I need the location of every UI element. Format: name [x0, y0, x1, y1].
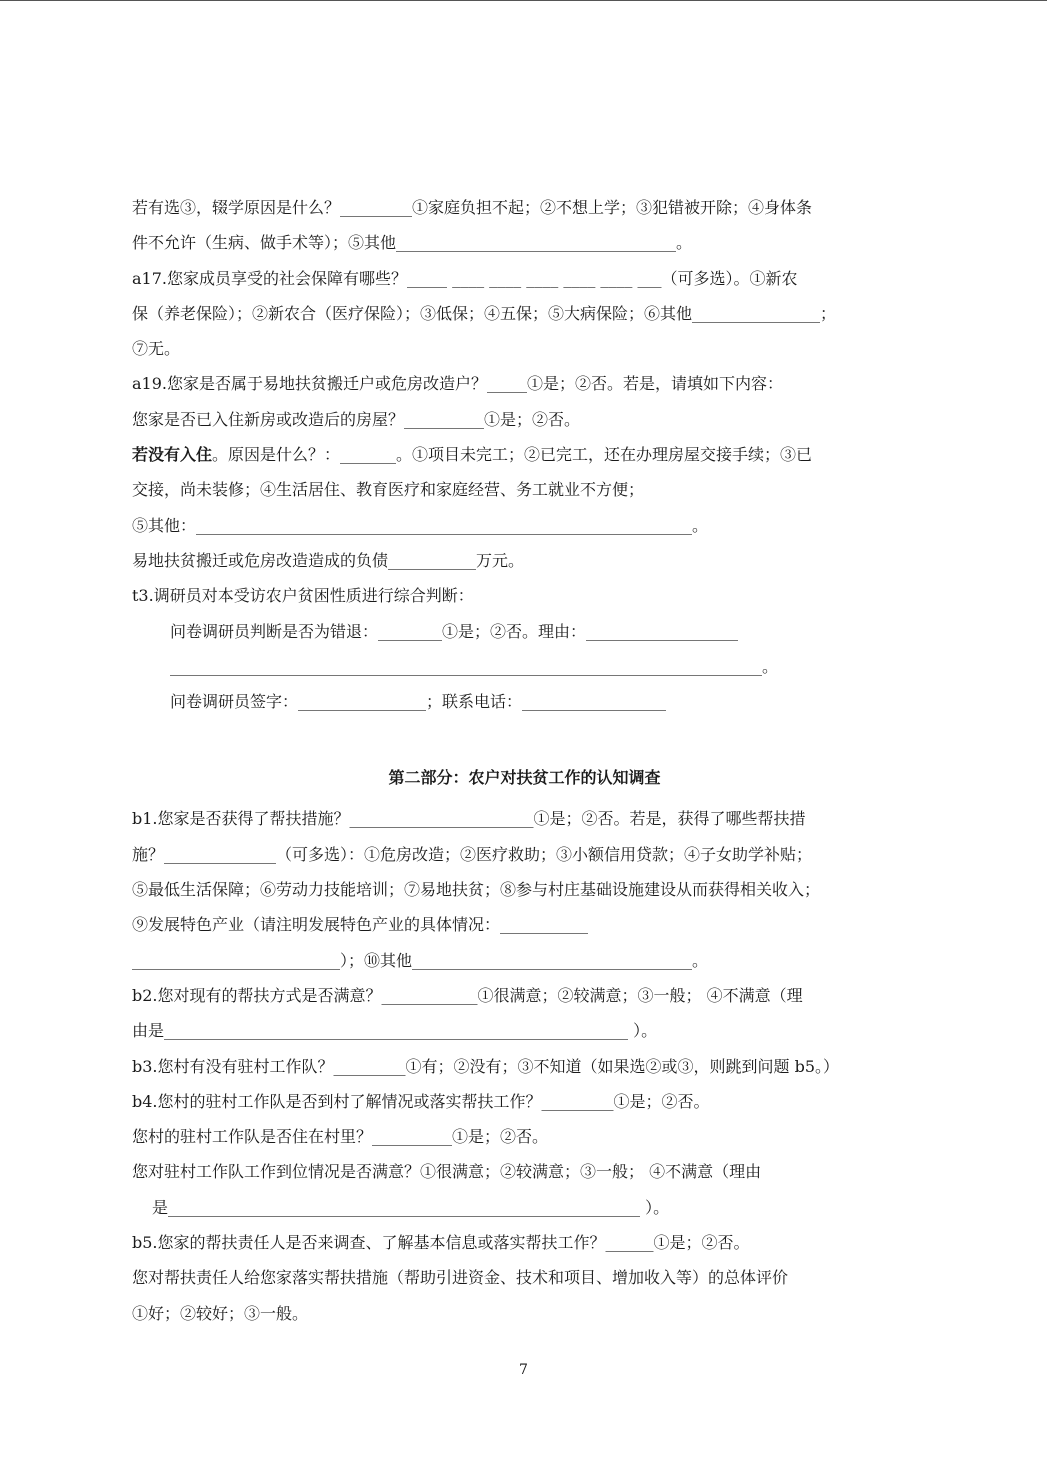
question-b2: b2.您对现有的帮扶方式是否满意？____________①很满意；②较满意；③一般； ④不满意（理 — [132, 985, 803, 1005]
text-line: 问卷调研员判断是否为错退：________①是；②否。理由：___________________ — [170, 621, 739, 641]
text-line: ①好；②较好；③一般。 — [132, 1303, 309, 1323]
text-line: 易地扶贫搬迁或危房改造造成的负债___________万元。 — [132, 550, 525, 570]
question-b3: b3.您村有没有驻村工作队？_________①有；②没有；③不知道（如果选②或③，则跳到问题 b5。） — [132, 1056, 840, 1076]
text-line: 施？______________（可多选）：①危房改造；②医疗救助；③小额信用贷款；④子女助学补贴； — [132, 844, 813, 864]
question-b4: b4.您村的驻村工作队是否到村了解情况或落实帮扶工作？_________①是；②否。 — [132, 1091, 710, 1111]
page-number: 7 — [519, 1362, 528, 1378]
text-line: 是___________________________________________________________ ）。 — [152, 1197, 670, 1217]
document-body — [132, 190, 917, 1331]
text-line: __________________________________________________________________________。 — [170, 656, 778, 676]
text-span: 。原因是什么？：_______。①项目未完工；②已完工，还在办理房屋交接手续；③已 — [212, 445, 813, 465]
text-line: ⑨发展特色产业（请注明发展特色产业的具体情况：___________ — [132, 915, 589, 935]
text-line: 您村的驻村工作队是否住在村里？__________①是；②否。 — [132, 1127, 549, 1147]
text-line: 交接，尚未装修；④生活居住、教育医疗和家庭经营、务工就业不方便； — [132, 480, 645, 500]
text-line: __________________________）；⑩其他___________________________________。 — [132, 950, 709, 970]
text-line: 保（养老保险）；②新农合（医疗保险）；③低保；④五保；⑤大病保险；⑥其他________________； — [132, 303, 837, 323]
top-border-line — [0, 0, 1047, 1]
text-line: ⑤其他：______________________________________________________________。 — [132, 515, 709, 535]
text-line: ⑤最低生活保障；⑥劳动力技能培训；⑦易地扶贫；⑧参与村庄基础设施建设从而获得相关收入； — [132, 880, 821, 900]
question-b1: b1.您家是否获得了帮扶措施？_______________________①是；②否。若是，获得了哪些帮扶措 — [132, 809, 806, 829]
text-line: ⑦无。 — [132, 339, 181, 359]
signature-line: 问卷调研员签字：________________；联系电话：__________________ — [170, 692, 667, 712]
section-title: 第二部分：农户对扶贫工作的认知调查 — [388, 768, 661, 788]
text-line: 您家是否已入住新房或改造后的房屋？__________①是；②否。 — [132, 409, 581, 429]
part2-section — [132, 760, 917, 1330]
question-a17: a17.您家成员享受的社会保障有哪些？_____ ____ ____ ____ ____ ____ ___（可多选）。①新农 — [132, 268, 798, 288]
text-line: 您对帮扶责任人给您家落实帮扶措施（帮助引进资金、技术和项目、增加收入等）的总体评价 — [132, 1268, 789, 1288]
section-gap — [132, 719, 917, 760]
question-b5: b5.您家的帮扶责任人是否来调查、了解基本信息或落实帮扶工作？______①是；②否。 — [132, 1233, 750, 1253]
text-line: 由是__________________________________________________________ ）。 — [132, 1021, 658, 1041]
bold-phrase: 若没有入住 — [132, 445, 213, 465]
question-a19: a19.您家是否属于易地扶贫搬迁户或危房改造户？_____①是；②否。若是，请填如下内容： — [132, 374, 783, 394]
text-line: 若有选③，辍学原因是什么？_________①家庭负担不起；②不想上学；③犯错被开除；④身体条 — [132, 198, 813, 217]
text-line — [132, 437, 917, 472]
text-line: 您对驻村工作队工作到位情况是否满意？①很满意；②较满意；③一般； ④不满意（理由 — [132, 1162, 762, 1182]
question-t3: t3.调研员对本受访农户贫困性质进行综合判断： — [132, 586, 474, 606]
text-line: 件不允许（生病、做手术等）；⑤其他___________________________________。 — [132, 233, 693, 253]
part1-section — [132, 190, 917, 719]
